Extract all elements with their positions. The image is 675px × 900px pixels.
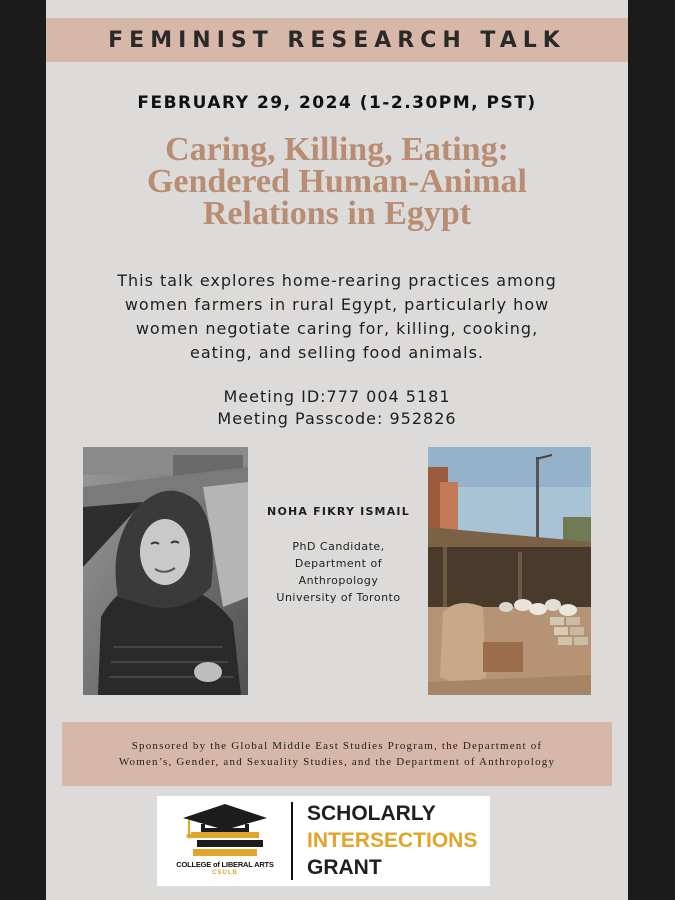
meeting-passcode: Meeting Passcode: 952826 <box>217 409 457 428</box>
sponsor-band <box>62 722 612 786</box>
description-line-1: This talk explores home-rearing practices among <box>117 271 557 290</box>
title-line-1: Caring, Killing, Eating: <box>165 131 509 168</box>
sponsor-line-1: Sponsored by the Global Middle East Studies Program, the Department of <box>131 740 543 752</box>
banner-title: FEMINIST RESEARCH TALK <box>108 27 566 53</box>
speaker-photo <box>83 447 248 695</box>
rural-scene-photo <box>428 447 591 695</box>
speaker-info <box>251 505 426 606</box>
farm-animals-image <box>428 447 591 695</box>
description-line-3: women negotiate caring for, killing, cooking, <box>135 319 539 338</box>
header-banner <box>46 18 628 62</box>
talk-description <box>76 269 598 365</box>
event-date: FEBRUARY 29, 2024 (1-2.30PM, PST) <box>137 93 537 113</box>
talk-title <box>76 131 598 232</box>
meeting-info <box>46 386 628 430</box>
speaker-role-line-2: Department of <box>294 557 383 570</box>
college-name: COLLEGE of LIBERAL ARTS <box>176 860 274 869</box>
speaker-role-line-3: Anthropology <box>298 574 379 587</box>
university-name: CSULB <box>212 870 238 876</box>
grant-line-2: INTERSECTIONS <box>307 829 478 852</box>
meeting-id: Meeting ID:777 004 5181 <box>223 387 451 406</box>
sponsor-text <box>109 738 565 770</box>
title-line-2: Gendered Human-Animal <box>146 163 527 200</box>
description-line-2: women farmers in rural Egypt, particularly how <box>124 295 550 314</box>
grant-logo <box>157 796 490 886</box>
speaker-role-line-4: University of Toronto <box>276 591 401 604</box>
speaker-role-line-1: PhD Candidate, <box>292 540 385 553</box>
speaker-role <box>251 538 426 606</box>
poster <box>46 0 628 900</box>
grant-name <box>307 800 477 881</box>
grant-line-3: GRANT <box>307 856 382 879</box>
graduation-cap-books-icon <box>177 800 273 860</box>
speaker-name: NOHA FIKRY ISMAIL <box>267 505 410 518</box>
sponsor-line-2: Women’s, Gender, and Sexuality Studies, and the Department of Anthropology <box>118 756 556 768</box>
logo-divider <box>291 802 293 880</box>
grant-line-1: SCHOLARLY <box>307 802 436 825</box>
title-line-3: Relations in Egypt <box>202 195 472 232</box>
speaker-portrait-image <box>83 447 248 695</box>
description-line-4: eating, and selling food animals. <box>189 343 485 362</box>
